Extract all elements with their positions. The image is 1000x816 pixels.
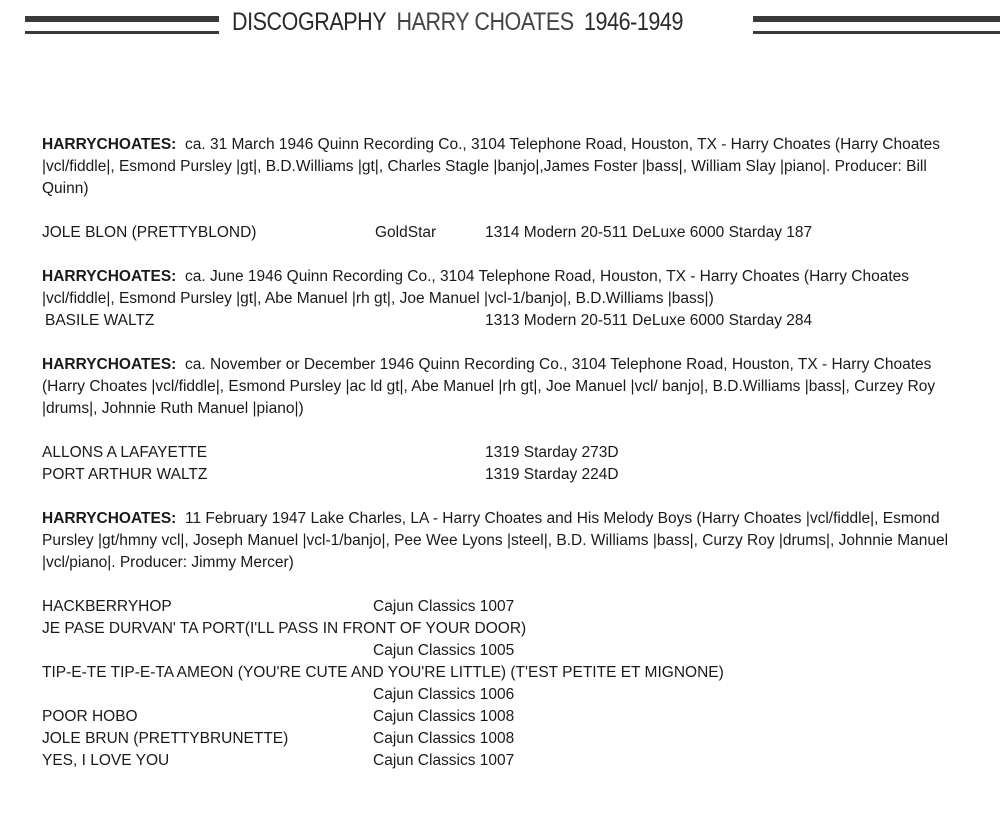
track-title: JOLE BLON (PRETTYBLOND)	[42, 224, 257, 241]
session-header	[42, 508, 977, 574]
track-title: JE PASE DURVAN' TA PORT(I'LL PASS IN FRONT OF YOUR DOOR)	[42, 620, 527, 637]
track-issues: Cajun Classics 1007	[373, 752, 515, 769]
session-header	[42, 266, 977, 310]
header-rule-right	[753, 16, 1000, 36]
track-row	[42, 464, 977, 486]
track-row	[42, 618, 977, 640]
track-issues: Cajun Classics 1008	[373, 708, 515, 725]
track-issues: 1319 Starday 224D	[485, 466, 619, 483]
session-details: 11 February 1947 Lake Charles, LA - Harry Choates and His Melody Boys (Harry Choates |vcl/fiddle|, Esmond Pursley |gt/hmny vcl|, Joseph Manuel |vcl-1/banjo|, Pee Wee Lyons |steel|, B.D. Williams |bass|, Curzy Roy |drums|, Johnnie Manuel |vcl/piano|. Producer: Jimmy Mercer)	[42, 510, 949, 571]
session-details: ca. 31 March 1946 Quinn Recording Co., 3104 Telephone Road, Houston, TX - Harry Choates (Harry Choates |vcl/fiddle|, Esmond Pursley |gt|, B.D.Williams |gt|, Charles Stagle |banjo|,James Foster |bass|, William Slay |piano|. Producer: Bill Quinn)	[42, 136, 940, 197]
track-issues: Cajun Classics 1007	[373, 598, 515, 615]
track-row	[42, 662, 977, 684]
title-prefix: DISCOGRAPHY	[232, 8, 387, 36]
session-header	[42, 354, 977, 420]
track-title: POOR HOBO	[42, 708, 138, 725]
track-row	[42, 222, 977, 244]
track-title: TIP-E-TE TIP-E-TA AMEON (YOU'RE CUTE AND YOU'RE LITTLE) (T'EST PETITE ET MIGNONE)	[42, 664, 724, 681]
track-row	[42, 442, 977, 464]
track-row	[42, 728, 977, 750]
discography-content	[42, 134, 977, 772]
page-title	[232, 8, 693, 37]
track-title: JOLE BRUN (PRETTYBRUNETTE)	[42, 730, 289, 747]
session-details: ca. November or December 1946 Quinn Recording Co., 3104 Telephone Road, Houston, TX - Harry Choates (Harry Choates |vcl/fiddle|, Esmond Pursley |ac ld gt|, Abe Manuel |rh gt|, Joe Manuel |vcl/ banjo|, B.D.Williams |bass|, Curzey Roy |drums|, Johnnie Ruth Manuel |piano|)	[42, 356, 936, 417]
track-row	[42, 750, 977, 772]
track-title: BASILE WALTZ	[45, 312, 155, 329]
session-artist: HARRYCHOATES:	[42, 510, 177, 527]
track-row	[42, 640, 977, 662]
track-issues: Cajun Classics 1005	[373, 642, 515, 659]
session-artist: HARRYCHOATES:	[42, 268, 177, 285]
session-header	[42, 134, 977, 200]
track-row	[42, 310, 977, 332]
session-artist: HARRYCHOATES:	[42, 136, 177, 153]
track-issues: Cajun Classics 1008	[373, 730, 515, 747]
page-header	[0, 0, 1000, 46]
track-issues: 1319 Starday 273D	[485, 444, 619, 461]
session-details: ca. June 1946 Quinn Recording Co., 3104 Telephone Road, Houston, TX - Harry Choates (Harry Choates |vcl/fiddle|, Esmond Pursley |gt|, Abe Manuel |rh gt|, Joe Manuel |vcl-1/banjo|, B.D.Williams |bass|)	[42, 268, 909, 307]
track-issues: 1313 Modern 20-511 DeLuxe 6000 Starday 284	[485, 312, 813, 329]
title-artist: HARRY CHOATES	[396, 8, 574, 36]
track-issues: 1314 Modern 20-511 DeLuxe 6000 Starday 187	[485, 224, 813, 241]
track-title: PORT ARTHUR WALTZ	[42, 466, 208, 483]
track-title: YES, I LOVE YOU	[42, 752, 170, 769]
track-title: ALLONS A LAFAYETTE	[42, 444, 208, 461]
track-issues: Cajun Classics 1006	[373, 686, 515, 703]
track-row	[42, 706, 977, 728]
track-label: GoldStar	[375, 224, 437, 241]
track-row	[42, 596, 977, 618]
session-artist: HARRYCHOATES:	[42, 356, 177, 373]
header-rule-left	[25, 16, 219, 36]
track-row	[42, 684, 977, 706]
track-title: HACKBERRYHOP	[42, 598, 172, 615]
title-years: 1946-1949	[584, 8, 683, 36]
